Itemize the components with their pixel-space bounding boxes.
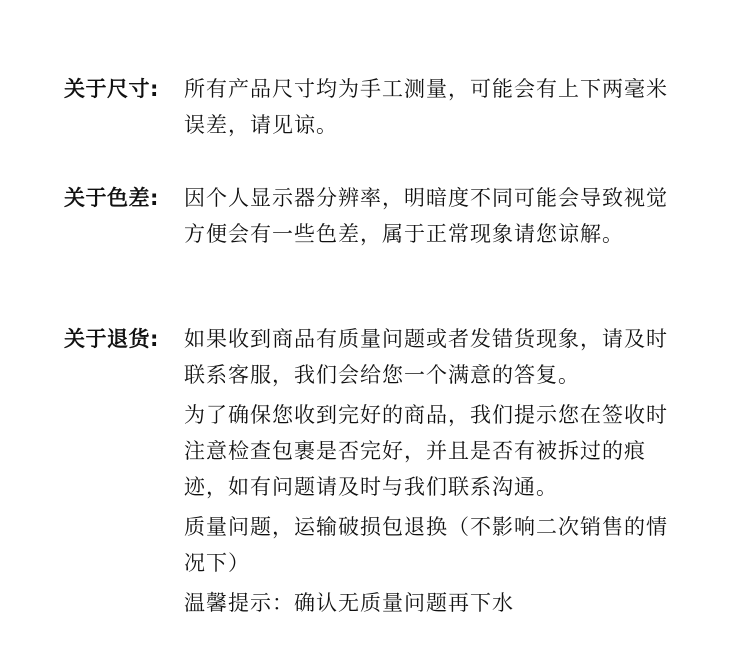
section-paragraph: 如果收到商品有质量问题或者发错货现象，请及时联系客服，我们会给您一个满意的答复。 [184,327,668,387]
section-content-color-difference [184,180,684,252]
section-label-color-difference: 关于色差: [64,186,159,210]
section-paragraph: 所有产品尺寸均为手工测量，可能会有上下两毫米误差，请见谅。 [184,77,668,137]
section-content-returns [184,321,684,621]
section-paragraph: 质量问题，运输破损包退换（不影响二次销售的情况下） [184,515,668,575]
section-paragraph: 温馨提示：确认无质量问题再下水 [184,591,514,615]
section-label-returns: 关于退货: [64,327,159,351]
section-paragraph: 为了确保您收到完好的商品，我们提示您在签收时注意检查包裹是否完好，并且是否有被拆过的痕迹，如有问题请及时与我们联系沟通。 [184,403,668,499]
section-size [64,71,704,143]
section-returns [64,321,704,621]
section-paragraph: 因个人显示器分辨率，明暗度不同可能会导致视觉方便会有一些色差，属于正常现象请您谅解。 [184,186,668,246]
section-content-size [184,71,684,143]
section-color-difference [64,180,704,252]
section-label-size: 关于尺寸: [64,77,159,101]
